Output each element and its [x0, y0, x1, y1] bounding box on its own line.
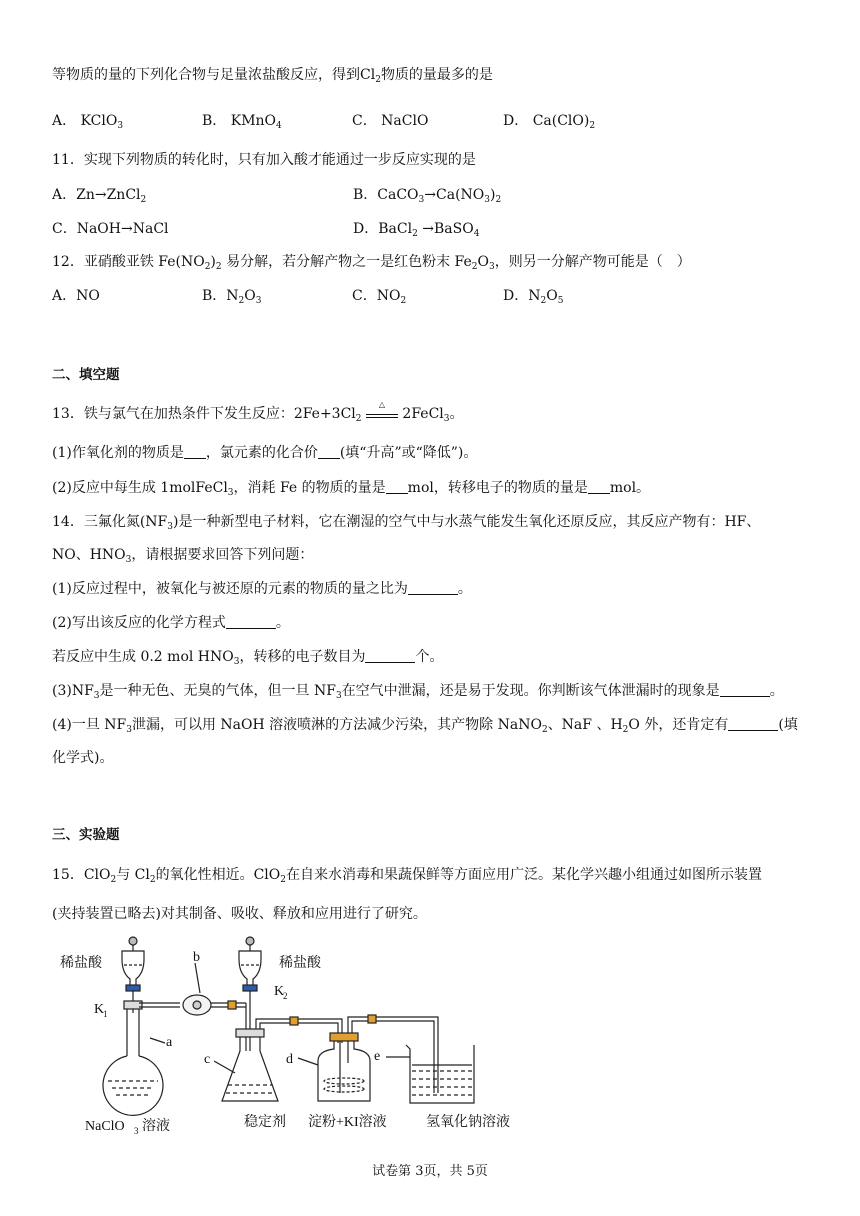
q10-stem: 等物质的量的下列化合物与足量浓盐酸反应，得到$Cl_2$物质的量最多的是	[52, 67, 493, 85]
label-k2-sub: 2	[283, 991, 288, 1001]
label-stabilizer: 稳定剂	[244, 1115, 286, 1130]
q11-option-c: C．NaOH→NaCl	[52, 221, 169, 237]
q13-part-1: (1)作氧化剂的物质是 ，氯元素的化合价 (填“升高”或“降低”)。	[52, 445, 478, 461]
label-e: e	[374, 1049, 381, 1064]
q14-part-2: (2)写出该反应的化学方程式 。	[52, 615, 290, 631]
q13-stem: 13．铁与氯气在加热条件下发生反应：$2Fe+3Cl_2$ △ 2FeCl$_3$。	[52, 400, 464, 424]
label-b: b	[193, 950, 200, 965]
section-heading-fill-blank: 二、填空题	[52, 367, 120, 383]
label-dilute-hcl-left: 稀盐酸	[60, 956, 102, 971]
q11-option-b: B．$CaCO_3\to Ca(NO_3)_2$	[353, 187, 502, 205]
q12-option-d: D．$N_2O_5$	[503, 288, 564, 306]
q12-option-c: C．$NO_2$	[352, 288, 407, 306]
q15-stem-line2: (夹持装置已略去)对其制备、吸收、释放和应用进行了研究。	[52, 906, 427, 922]
label-naclo3-sub: 3	[134, 1126, 139, 1136]
q10-option-b: B． KMnO$_4$	[202, 113, 282, 131]
label-k1-sub: 1	[103, 1009, 108, 1019]
label-naclo3-solution: NaClO	[85, 1119, 125, 1134]
label-starch-ki: 淀粉+KI溶液	[308, 1115, 387, 1130]
label-d: d	[286, 1052, 293, 1067]
answer-blank[interactable]	[728, 717, 778, 731]
q14-part-4-cont: 化学式)。	[52, 750, 114, 766]
q12-option-a: A．NO	[52, 288, 100, 304]
q15-stem-line1: 15．ClO$_2$与 $Cl_2$的氧化性相近。ClO$_2$在自来水消毒和果蔬保鲜等方面应用广泛。某化学兴趣小组通过如图所示装置	[52, 867, 762, 885]
label-naclo3-tail: 溶液	[142, 1119, 170, 1134]
q10-option-c: C． NaClO	[352, 113, 429, 129]
q14-part-3: $(3)NF_3$是一种无色、无臭的气体，但一旦 $NF_3$在空气中泄漏，还是易于发现。你判断该气体泄漏时的现象是 。	[52, 683, 784, 701]
gas-washing-bottle-d	[298, 1033, 370, 1101]
label-k1: K	[94, 1002, 105, 1017]
q11-option-a: A．Zn→ZnCl$_2$	[52, 187, 147, 205]
q10-option-a: A． KClO$_3$	[52, 113, 124, 131]
drying-tube-b	[183, 963, 211, 1015]
q14-stem-line1: 14．三氟化氮$(NF_3)$是一种新型电子材料，它在潮湿的空气中与水蒸气能发生氧化还原反应，其反应产物有：HF、	[52, 514, 761, 532]
answer-blank[interactable]	[588, 480, 610, 494]
q14-stem-line2: NO、$HNO_3$，请根据要求回答下列问题：	[52, 547, 314, 565]
label-naoh-solution: 氢氧化钠溶液	[426, 1115, 510, 1130]
beaker-e	[386, 1045, 474, 1103]
q14-part-1: (1)反应过程中，被氧化与被还原的元素的物质的量之比为 。	[52, 581, 472, 597]
answer-blank[interactable]	[184, 445, 206, 459]
section-heading-experiment: 三、实验题	[52, 827, 120, 843]
q14-part-4: (4)一旦 $NF_3$泄漏，可以用 NaOH 溶液喷淋的方法减少污染，其产物除 NaNO$_2$、NaF 、$H_2O$ 外，还肯定有 (填	[52, 717, 798, 735]
label-dilute-hcl-right: 稀盐酸	[279, 956, 321, 971]
page-footer: 试卷第 3页，共 5页	[372, 1164, 488, 1179]
round-bottom-flask-a	[103, 1001, 165, 1115]
q11-option-d: D．BaCl$_2$ →BaSO$_4$	[353, 221, 480, 239]
label-c: c	[204, 1052, 211, 1067]
q12-option-b: B．$N_2O_3$	[202, 288, 262, 306]
answer-blank[interactable]	[226, 615, 276, 629]
label-a: a	[166, 1035, 173, 1050]
q13-part-2: (2)反应中每生成 1molFeCl$_3$，消耗 Fe 的物质的量是 mol，转移电子的物质的量是 mol。	[52, 480, 651, 498]
answer-blank[interactable]	[365, 649, 415, 663]
label-k2: K	[274, 984, 285, 999]
q11-stem: 11．实现下列物质的转化时，只有加入酸才能通过一步反应实现的是	[52, 152, 476, 168]
heating-condition-sign: △	[366, 405, 398, 418]
q14-part-2b: 若反应中生成 0.2 mol $HNO_3$，转移的电子数目为 个。	[52, 649, 444, 667]
q10-option-d: D． $Ca(ClO)_2$	[503, 113, 596, 131]
q12-stem: 12．亚硝酸亚铁 $Fe(NO_2)_2$ 易分解，若分解产物之一是红色粉末 $Fe_2O_3$，则另一分解产物可能是（ ）	[52, 254, 691, 272]
experiment-apparatus-diagram	[50, 933, 540, 1138]
answer-blank[interactable]	[408, 581, 458, 595]
answer-blank[interactable]	[720, 683, 770, 697]
answer-blank[interactable]	[386, 480, 408, 494]
answer-blank[interactable]	[318, 445, 340, 459]
